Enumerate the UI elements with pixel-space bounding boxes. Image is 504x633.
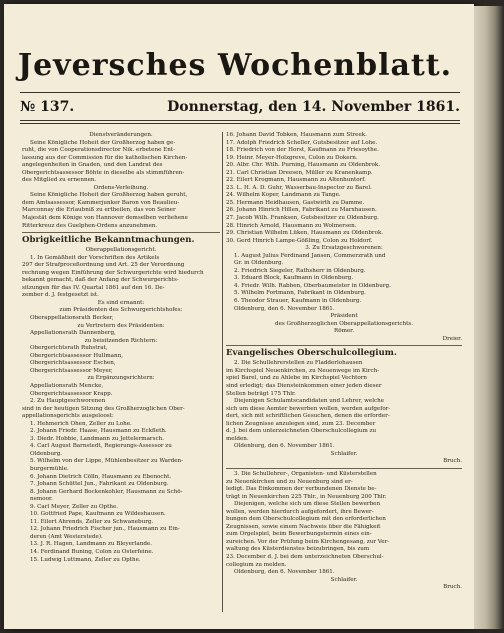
column-divider bbox=[222, 132, 223, 612]
text-line: sitzungen für das IV. Quartal 1861 auf den 16. De- bbox=[22, 284, 165, 291]
text-line: bungen dem Oberschulcollegium mit den erforderlichen bbox=[226, 516, 386, 523]
text-line: 6. Theodor Strauer, Kaufmann in Oldenburg. bbox=[234, 298, 362, 305]
text-line: zu Neuenkirchen und zu Neuenburg sind er- bbox=[226, 478, 353, 485]
text-line: Oldenburg. bbox=[30, 450, 63, 457]
text-line: Obergerichtsassessor Hullmann, bbox=[30, 352, 123, 359]
text-line: zum Präsidenten des Schwurgerichtshofes: bbox=[59, 307, 183, 314]
text-line: Appellationsrath Dannenberg, bbox=[30, 330, 116, 337]
text-line: 11. Eilert Ahrends, Zeller zu Schwaneburg. bbox=[30, 518, 154, 525]
text-line: 2. Zu Hauptgeschworenen bbox=[30, 398, 106, 405]
text-line: 2. Johann Friedr. Haase, Hausmann zu Eckfleth. bbox=[30, 428, 167, 435]
text-line: zember d. J. festgesetzt ist. bbox=[22, 292, 99, 299]
text-line: Dreier. bbox=[442, 335, 462, 342]
text-line: Zeugnissen, sowie einem Nachweis über die Fähigkeit bbox=[226, 523, 381, 530]
text-line: zu Ergänzungsrichtern: bbox=[87, 375, 155, 382]
right-column bbox=[226, 132, 462, 592]
text-line: Römer. bbox=[333, 328, 355, 335]
text-line: dem Amtsassessor, Kammerjunker Baron von Beaulieu- bbox=[22, 199, 180, 206]
text-line: Obergerichtsrath Ruhstrat, bbox=[30, 345, 108, 352]
text-line: Oldenburg, den 6. November 1861. bbox=[234, 305, 335, 312]
text-line: 18. Friedrich von der Horst, Kaufmann zu Friesoythe. bbox=[226, 147, 379, 154]
text-line: Diejenigen, welche sich um diese Stellen bewerben bbox=[234, 501, 381, 508]
masthead-title: Jeversches Wochenblatt. bbox=[17, 48, 453, 83]
text-line: zu beisitzenden Richtern: bbox=[84, 337, 158, 344]
text-line: Schlaifer. bbox=[330, 450, 358, 457]
text-line: im Kirchspiel Neuenkirchen, zu Neuenwege im Kirch- bbox=[226, 367, 380, 374]
text-line: 23. L. H. A. D. Guhr, Wasserbau-Inspector zu Barel. bbox=[226, 184, 372, 191]
text-line: 14. Ferdinand Buning, Colon zu Osterfeine. bbox=[30, 548, 154, 555]
text-line: 27. Jacob Wilh. Franksen, Gutsbesitzer zu Oldenburg. bbox=[226, 215, 379, 222]
text-line: Appellationsrath Mencke, bbox=[30, 382, 104, 389]
text-line: 13. J. R. Hagen, Landmann zu Bleyerlande. bbox=[30, 541, 153, 548]
text-line: d. J. bei dem unterzeichneten Oberschulcollegium zu bbox=[226, 428, 377, 435]
text-line: Obergerichtsassessor Krapp. bbox=[30, 390, 113, 397]
text-line: Seine Königliche Hoheit der Großherzog haben geruht, bbox=[30, 192, 188, 199]
text-line: 17. Adolph Friedrich Scheller, Gutsbesitzer auf Lohe. bbox=[226, 139, 378, 146]
text-line: Oldenburg, den 6. November 1861. bbox=[234, 569, 335, 576]
text-line: 19. Heinr. Meyer-Holzgreve, Colon zu Dokern. bbox=[226, 154, 358, 161]
text-line: 15. Ludwig Luttmann, Zeller zu Opthe. bbox=[30, 556, 141, 563]
left-column bbox=[22, 132, 220, 564]
text-line: 6. Johann Dietrich Cölln, Hausmann zu Ebenocht. bbox=[30, 473, 172, 480]
text-line: Marconnay die Erlaubniß zu ertheilen, das von Seiner bbox=[22, 207, 176, 214]
issue-line bbox=[20, 98, 460, 116]
text-line: 3. Diedr. Hobbie, Landmann zu Jettelermarsch. bbox=[30, 435, 164, 442]
text-line: deren (Amt Westerstede). bbox=[30, 533, 103, 540]
text-line: nemoor. bbox=[30, 496, 53, 503]
text-line: sind in der heutigen Sitzung des Großherzoglichen Ober- bbox=[22, 405, 185, 412]
text-line: Oberappellationsrath Becker, bbox=[30, 315, 114, 322]
text-line: wollen, werden hierdurch aufgefordert, ihre Bewer- bbox=[226, 508, 374, 515]
text-line: melden. bbox=[226, 435, 249, 442]
section-divider bbox=[226, 345, 462, 346]
text-line: 10. Gottfried Pape, Kaufmann zu Wildeshausen. bbox=[30, 511, 166, 518]
text-line: 297 der Strafproceßordnung und Art. 25 der Verordnung bbox=[22, 262, 185, 269]
text-line: Obergerichtsassessor Böhte in dieselbe als stimmführen- bbox=[22, 169, 185, 176]
text-line: Gr. in Oldenburg. bbox=[234, 260, 284, 267]
text-line: des Großherzoglichen Oberappellationsgerichts. bbox=[274, 320, 413, 327]
text-line: ledigt. Das Einkommen der verbundenen Dienste be- bbox=[226, 486, 377, 493]
text-line: 3. Die Schullehrer-, Organisten- und Küsterstellen bbox=[234, 470, 377, 477]
text-line: sich um diese Aemter bewerben wollen, werden aufgefor- bbox=[226, 405, 391, 412]
section-divider bbox=[226, 468, 462, 469]
text-line: Seine Königliche Hoheit der Großherzog haben ge- bbox=[30, 139, 176, 146]
text-line: zu Vertretern des Präsidenten: bbox=[77, 322, 165, 329]
masthead-rule-bottom bbox=[20, 123, 460, 124]
text-line: 2. Friedrich Siegeler, Rathsherr in Oldenburg. bbox=[234, 267, 366, 274]
text-line: 8. Johann Gerhard Bockenkohler, Hausmann zu Schö- bbox=[30, 488, 183, 495]
text-line: zureichen. Vor der Prüfung beim Kirchengesang, zur Ver- bbox=[226, 538, 390, 545]
text-line: appellationsgerichts ausgeloost: bbox=[22, 413, 114, 420]
text-line: 1. In Gemäßheit der Vorschriften des Artikels bbox=[30, 254, 160, 261]
text-line: 29. Christian Wilhelm Lüken, Hausmann zu Oldenbrok. bbox=[226, 230, 384, 237]
text-line: 22. Eilert Krogmann, Hausmann zu Altenhuntorf. bbox=[226, 177, 366, 184]
text-line: burgermühle. bbox=[30, 465, 69, 472]
text-line: 28. Hinrich Arnold, Hausmann zu Wolmersen. bbox=[226, 222, 357, 229]
issue-date: Donnerstag, den 14. November 1861. bbox=[167, 99, 460, 115]
text-line: sind erledigt; das Diensteinkommen einer jeden dieser bbox=[226, 382, 382, 389]
text-line: 3. Eduard Block, Kaufmann in Oldenburg. bbox=[234, 275, 354, 282]
text-line: Dienstveränderungen. bbox=[89, 132, 153, 138]
text-line: 5. Wilhelm von der Lippe, Mühlenbesitzer zu Warden- bbox=[30, 458, 184, 465]
text-line: Bruch. bbox=[443, 458, 462, 465]
text-line: 4. Friedr. Wilh. Rabben, Oberbaumeister in Oldenburg. bbox=[234, 282, 391, 289]
text-line: 30. Gerd Hinrich Lampe-Gößling, Colon zu Holdorf. bbox=[226, 237, 373, 244]
text-line: Es sind ernannt: bbox=[97, 299, 145, 306]
section-heading: Obrigkeitliche Bekanntmachungen. bbox=[22, 235, 195, 246]
text-line: 4. Carl August Barnstedt, Regierungs-Assessor zu bbox=[30, 443, 172, 450]
text-line: 2. Die Schullehrerstellen zu Fladderlohausen bbox=[234, 360, 363, 367]
section-divider bbox=[22, 232, 220, 233]
text-line: 23. December d. J. bei dem unterzeichneten Oberschul- bbox=[226, 553, 384, 560]
text-line: waltung des Küsterdienstes beizubringen, bis zum bbox=[226, 546, 370, 553]
text-line: 5. Wilhelm Fortmann, Fabrikant in Oldenburg. bbox=[234, 290, 366, 297]
section-heading: Evangelisches Oberschulcollegium. bbox=[226, 348, 397, 359]
text-line: 26. Johann Hinrich Hillen, Fabrikant zu Marxhausen. bbox=[226, 207, 377, 214]
text-line: 1. August Julius Ferdinand Jansen, Commerzrath und bbox=[234, 252, 386, 259]
text-line: 25. Hermann Heidhausen, Gastwirth zu Damme. bbox=[226, 199, 365, 206]
text-line: 20. Albr. Chr. Wilh. Purning, Hausmann zu Oldenbrok. bbox=[226, 162, 381, 169]
text-line: Obergerichtsassessor Meyer, bbox=[30, 367, 113, 374]
text-line: 16. Johann David Tobken, Hausmann zum Streek. bbox=[226, 132, 367, 138]
masthead-rule-top bbox=[20, 92, 460, 93]
masthead-rule-mid bbox=[20, 120, 460, 121]
text-line: collegium zu melden. bbox=[226, 561, 287, 568]
text-line: Majestät dem Könige von Hannover demselben verliehene bbox=[22, 215, 188, 222]
text-line: Diejenigen Schulamtscandidaten und Lehrer, welche bbox=[234, 398, 385, 405]
text-line: Stellen beträgt 175 Thlr. bbox=[226, 390, 296, 397]
text-line: trägt in Neuenkirchen 225 Thlr., in Neuenburg 200 Thlr. bbox=[226, 493, 387, 500]
text-line: bekannt gemacht, daß der Anfang der Schwurgerichts- bbox=[22, 277, 179, 284]
issue-number: № 137. bbox=[20, 99, 75, 115]
text-line: zum Orgelspiel, beim Bewerbungstermin eines ein- bbox=[226, 531, 372, 538]
text-line: angelegenheiten in Gnaden, und den Landrat des bbox=[22, 162, 163, 169]
text-line: 3. Zu Ersatzgeschworenen: bbox=[305, 245, 383, 252]
text-line: Ordens-Verleihung. bbox=[93, 184, 149, 191]
text-line: spiel Barel, und zu Ahlebe im Kirchspiel Vechtorn bbox=[226, 375, 368, 382]
text-line: Bruch. bbox=[443, 584, 462, 591]
text-line: Schlaifer. bbox=[330, 576, 358, 583]
text-line: 9. Carl Meyer, Zeller zu Opthe. bbox=[30, 503, 119, 510]
text-line: Ritterkreuz des Guelphen-Ordens anzunehmen. bbox=[22, 222, 158, 229]
text-line: Präsident bbox=[330, 313, 358, 320]
text-line: rechnung wegen Einführung der Schwurgerichte wird hiedurch bbox=[22, 269, 204, 276]
text-line: Oberappellationsgericht. bbox=[85, 247, 157, 254]
text-line: 12. Johann Friedrich Fischer jun., Hausmann zu Ein- bbox=[30, 526, 180, 533]
text-line: Obergerichtsassessor Eschen, bbox=[30, 360, 116, 367]
page-edge bbox=[474, 6, 504, 629]
text-line: 1. Hehmerich Ohen, Zeller zu Lohe. bbox=[30, 420, 132, 427]
text-line: lichen Zeugnisse anzulegen sind, zum 23. December bbox=[226, 420, 376, 427]
text-line: ruht, die von Cooperationsdirector Nik. erbetene Ent- bbox=[22, 147, 175, 154]
text-line: lassung aus der Commission für die katholischen Kirchen- bbox=[22, 154, 188, 161]
text-line: 7. Johann Schüttel Jun., Fabrikant zu Oldenburg. bbox=[30, 481, 169, 488]
text-line: 24. Wilhelm Koper, Landmann zu Tange. bbox=[226, 192, 341, 199]
text-line: des Mitglied zu ernennen. bbox=[22, 177, 97, 184]
text-line: dert, sich mit schriftlichen Gesuchen, denen die erforder- bbox=[226, 413, 390, 420]
text-line: Oldenburg, den 6. November 1861. bbox=[234, 443, 335, 450]
text-line: 21. Carl Christian Dreesen, Müller zu Kranenkamp. bbox=[226, 169, 373, 176]
